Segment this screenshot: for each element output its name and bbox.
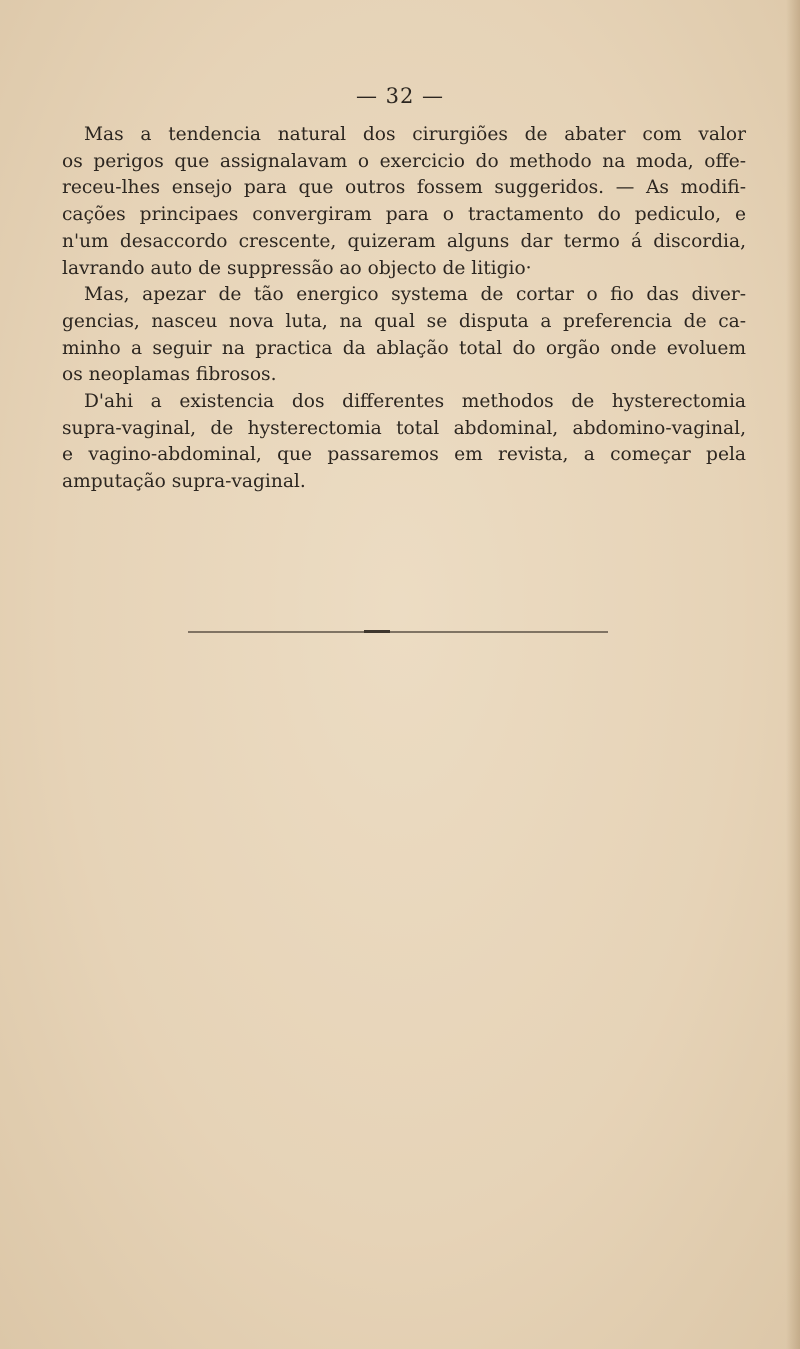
- page-edge-shadow: [786, 0, 800, 1349]
- text-line: D'ahi a existencia dos differentes methodos de hysterectomia: [84, 391, 746, 413]
- text-line: gencias, nasceu nova luta, na qual se disputa a preferencia de ca-: [62, 310, 746, 332]
- text-line: lavrando auto de suppressão ao objecto de litigio·: [62, 257, 532, 279]
- text-line: minho a seguir na practica da ablação total do orgão onde evoluem: [62, 337, 746, 359]
- body-text: [62, 122, 746, 496]
- section-divider-rule: [188, 631, 608, 633]
- text-line: cações principaes convergiram para o tractamento do pediculo, e: [62, 204, 746, 226]
- text-line: Mas, apezar de tão energico systema de cortar o fio das diver-: [84, 284, 746, 306]
- text-line: os neoplamas fibrosos.: [62, 364, 277, 386]
- text-line: n'um desaccordo crescente, quizeram alguns dar termo á discordia,: [62, 230, 746, 252]
- paragraph-1: [62, 122, 746, 282]
- text-line: Mas a tendencia natural dos cirurgiões de abater com valor: [84, 124, 746, 145]
- paragraph-3: [62, 389, 746, 496]
- paragraph-2: [62, 282, 746, 389]
- text-line: supra-vaginal, de hysterectomia total abdominal, abdomino-vaginal,: [62, 417, 746, 439]
- page-number: — 32 —: [355, 84, 445, 108]
- divider-mark: [364, 630, 390, 633]
- text-line: os perigos que assignalavam o exercicio do methodo na moda, offe-: [62, 150, 746, 172]
- text-line: amputação supra-vaginal.: [62, 471, 306, 493]
- text-line: receu-lhes ensejo para que outros fossem suggeridos. — As modifi-: [62, 177, 746, 199]
- text-line: e vagino-abdominal, que passaremos em revista, a começar pela: [62, 444, 746, 466]
